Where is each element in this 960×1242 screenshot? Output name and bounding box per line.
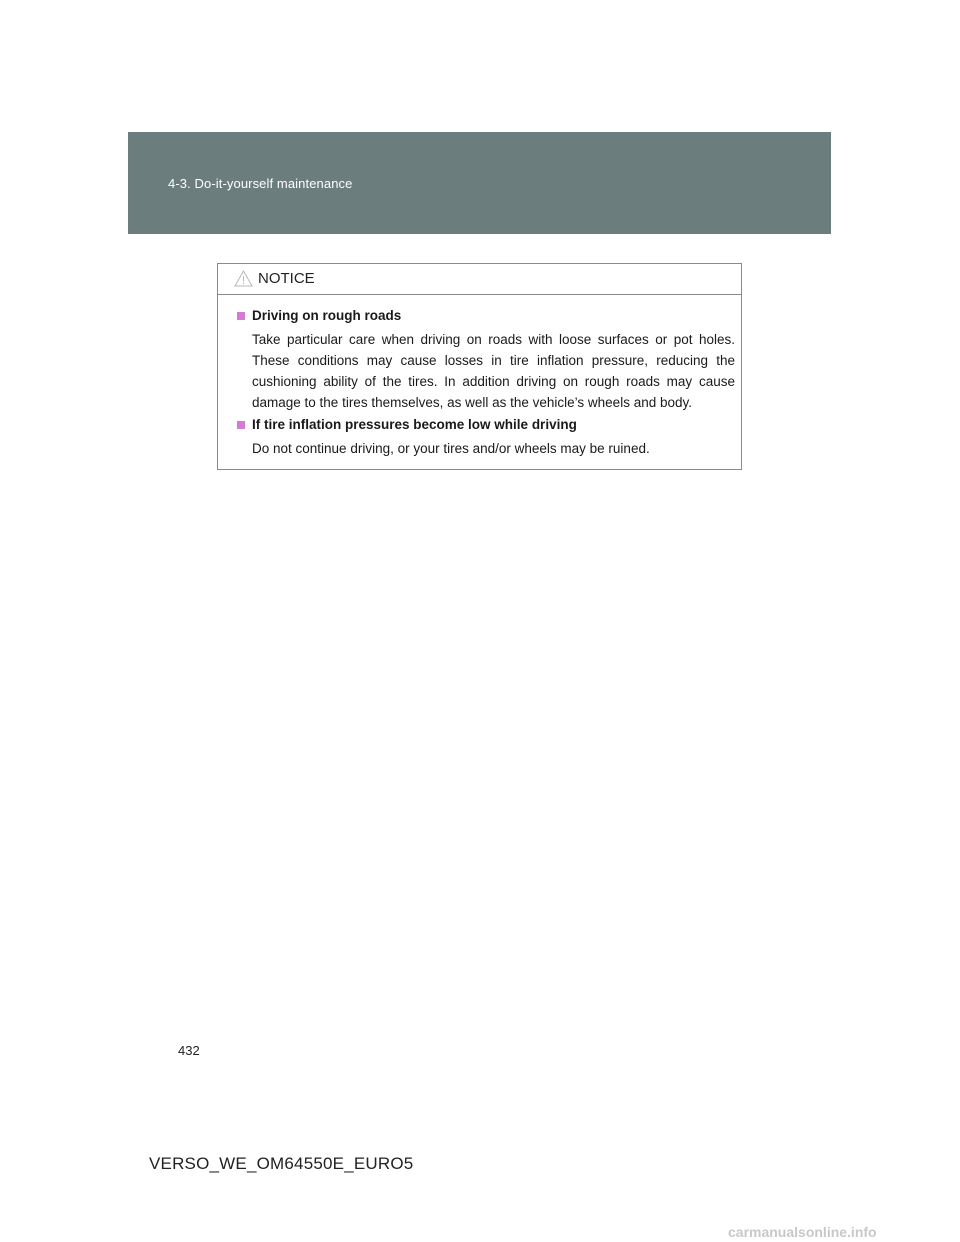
notice-header xyxy=(218,264,741,295)
watermark: carmanualsonline.info xyxy=(728,1224,877,1240)
page-number: 432 xyxy=(178,1043,200,1058)
warning-triangle-icon xyxy=(234,270,253,287)
notice-item-heading xyxy=(237,307,735,325)
notice-item-text: Take particular care when driving on roads with loose surfaces or pot holes. These conditions may cause losses in tire inflation pressure, reducing the cushioning ability of the tires. In addition driving on rough roads may cause damage to the tires themselves, as well as the vehicle’s wheels and body. xyxy=(252,332,735,410)
notice-item-text: Do not continue driving, or your tires and/or wheels may be ruined. xyxy=(252,441,650,456)
section-header-band xyxy=(128,132,831,234)
notice-item-heading-text: Driving on rough roads xyxy=(252,308,402,323)
bullet-square-icon xyxy=(237,312,245,320)
bullet-square-icon xyxy=(237,421,245,429)
document-code: VERSO_WE_OM64550E_EURO5 xyxy=(149,1154,414,1173)
notice-body xyxy=(218,295,741,459)
notice-item-heading xyxy=(237,416,735,434)
section-title: 4-3. Do-it-yourself maintenance xyxy=(168,176,353,191)
notice-title: NOTICE xyxy=(258,270,315,287)
notice-box xyxy=(217,263,742,470)
notice-item-heading-text: If tire inflation pressures become low while driving xyxy=(252,417,577,432)
